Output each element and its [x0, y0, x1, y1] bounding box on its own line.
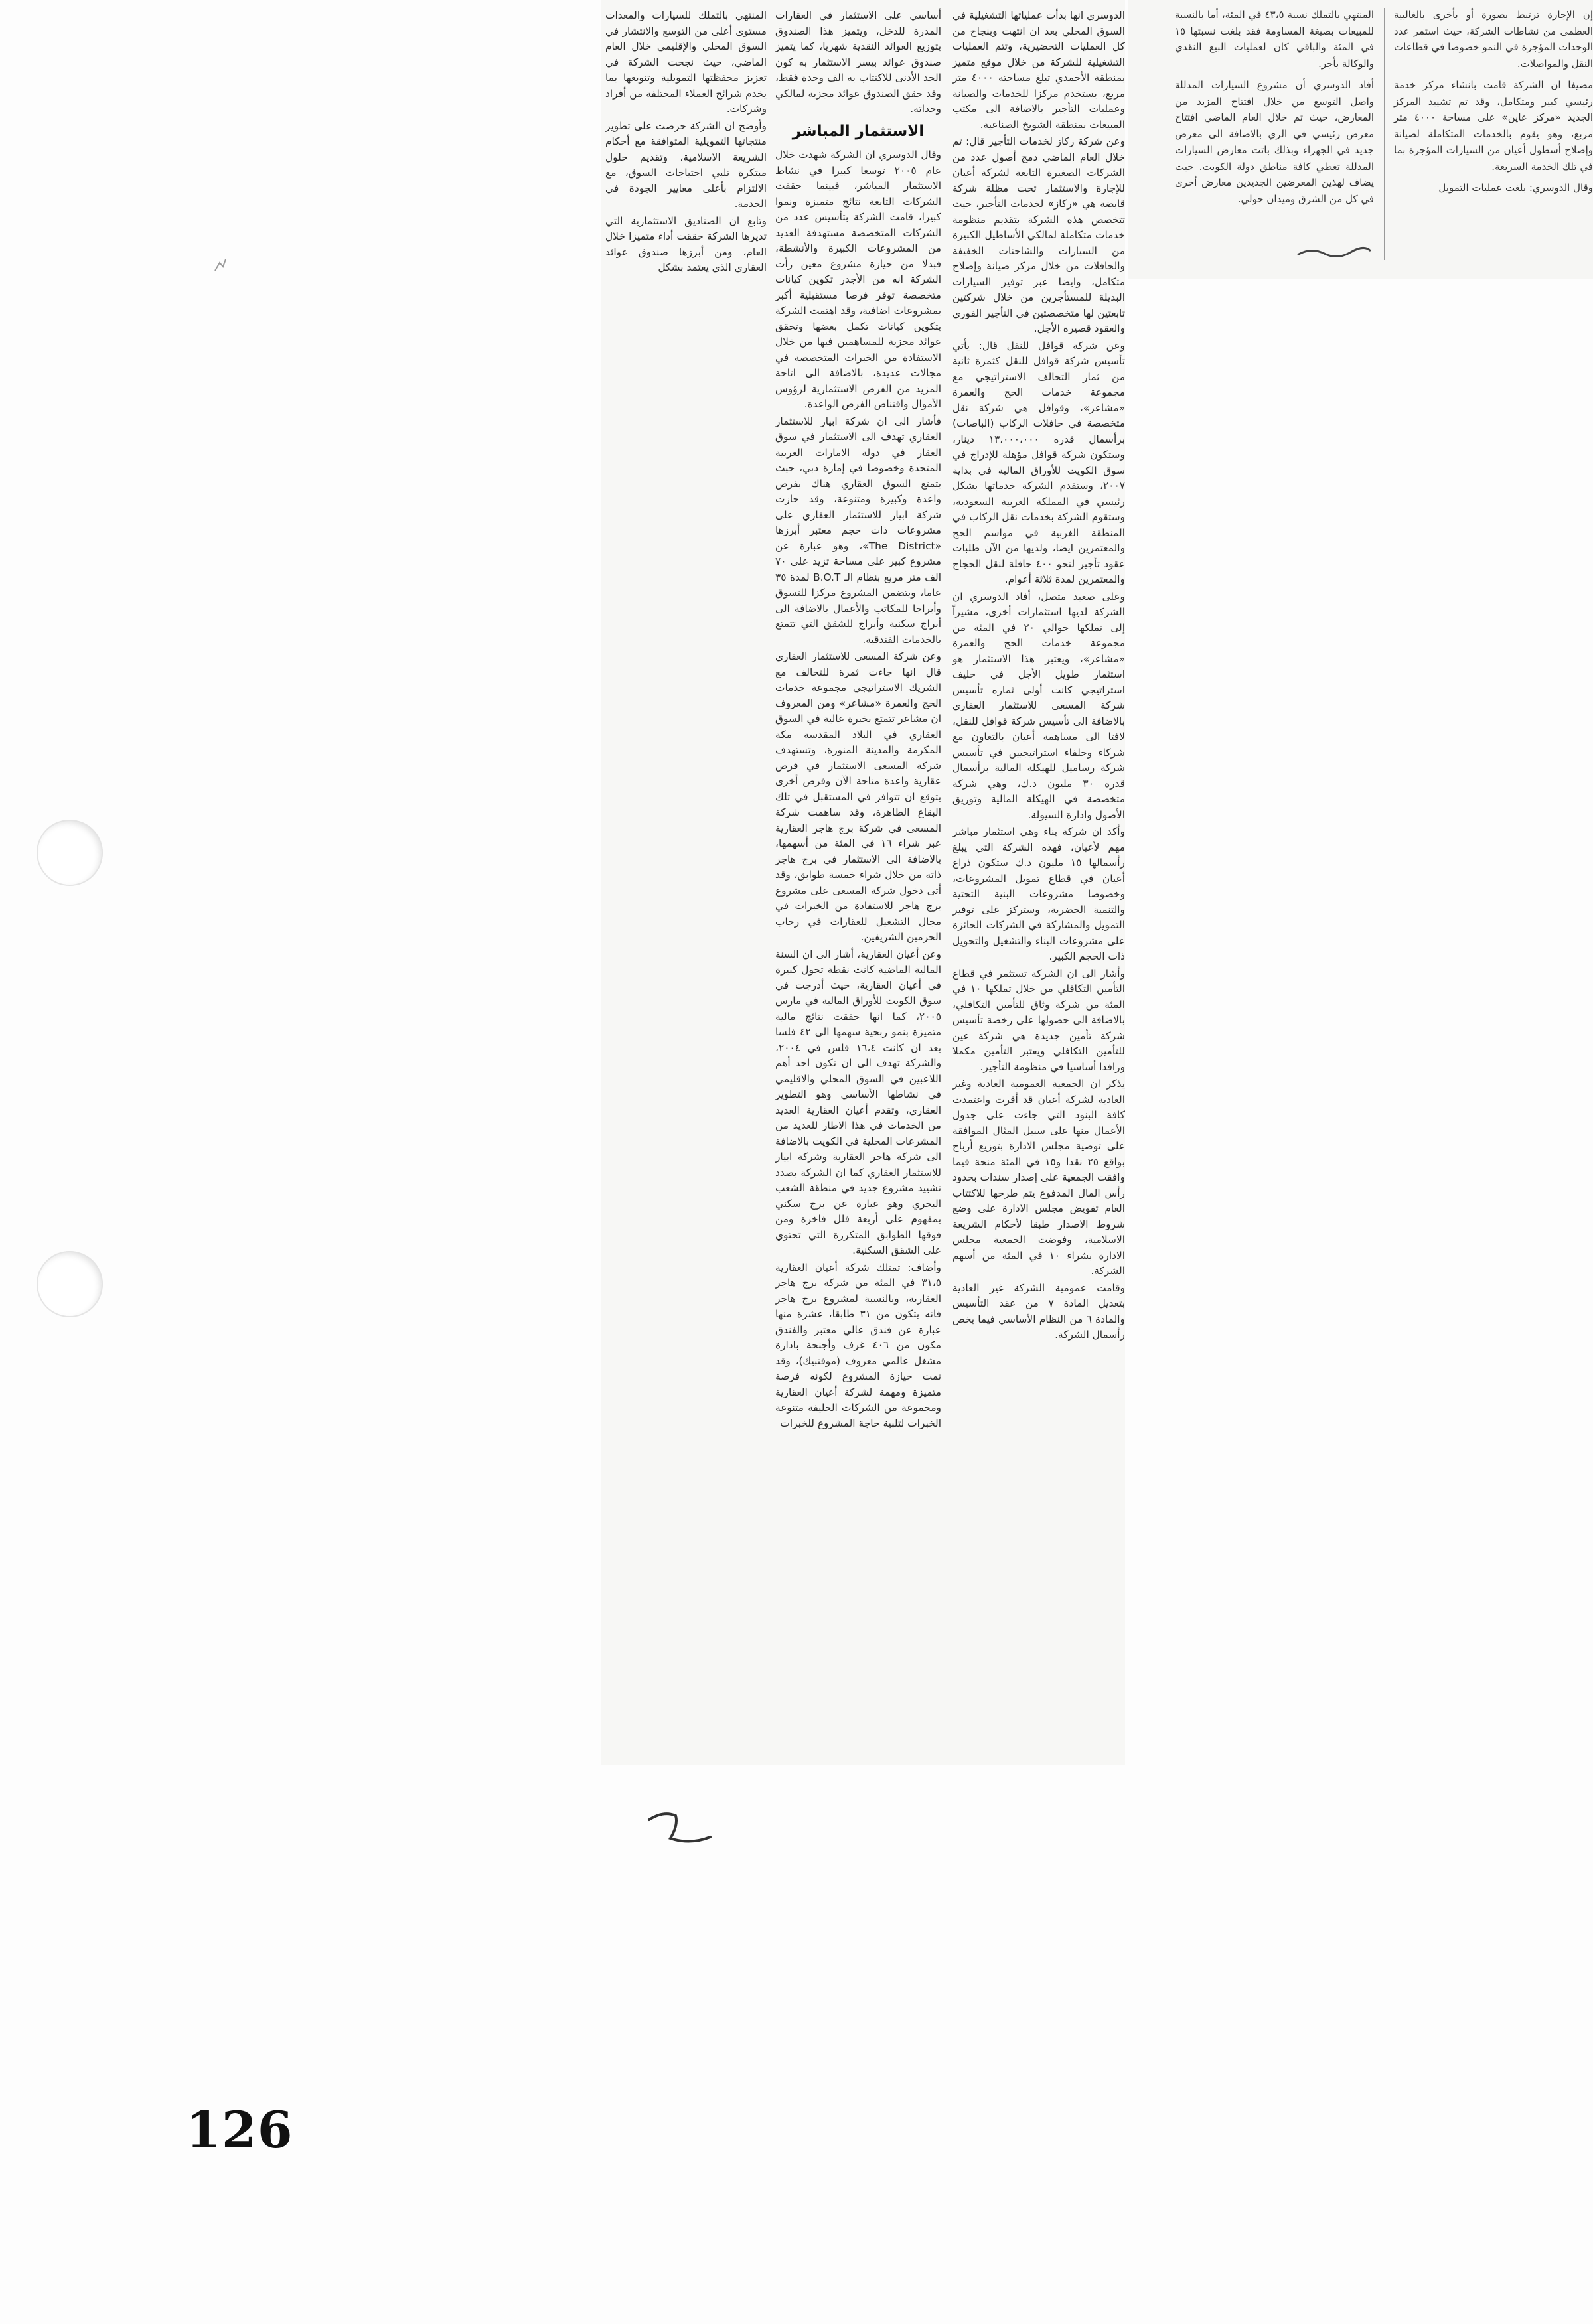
top-clipping-column-left: [1175, 7, 1374, 207]
handwritten-mark: [644, 1805, 717, 1852]
end-of-article-mark: [1294, 244, 1374, 261]
paragraph: أساسي على الاستثمار في العقارات المدرة للدخل، ويتميز هذا الصندوق بتوزيع العوائد النقدية شهريا، كما يتميز صندوق عوائد بيسر الاستثمار به كون الحد الأدنى للاكتتاب به الف وحدة فقط، وقد حقق الصندوق عوائد مجزية لمالكي وحداته.: [775, 9, 941, 115]
paragraph: المنتهي بالتملك للسيارات والمعدات مستوى أعلى من التوسع والانتشار في السوق المحلي والإقليمي خلال العام الماضي، حيث نجحت الشركة في تعزيز محفظتها التمويلية وتنويعها بما يخدم شرائح العملاء المختلفة من أفراد وشركات.: [605, 9, 767, 115]
paragraph: وأضاف: تمتلك شركة أعيان العقارية ٣١،٥ في المئة من شركة برج هاجر العقارية، وبالنسبة لمشروع برج هاجر فانه يتكون من ٣١ طابقا، عشرة منها عبارة عن فندق عالي معتبر والفندق مكون من ٤٠٦ غرف وأجنحة بادارة مشغل عالمي معروف (موفنبيك)، وقد تمت حيازة المشروع لكونه فرصة متميزة ومهمة لشركة أعيان العقارية ومجموعة من الشركات الحليفة متنوعة الخبرات لتلبية حاجة المشروع للخبرات: [775, 1261, 941, 1429]
article-column-1: [952, 8, 1125, 1344]
article-column-3: [605, 8, 767, 277]
binder-hole: [37, 1251, 103, 1317]
section-heading: الاستثمار المباشر: [792, 122, 925, 140]
column-rule: [1384, 8, 1385, 260]
paragraph: وأوضح ان الشركة حرصت على تطوير منتجاتها التمويلية المتوافقة مع أحكام الشريعة الاسلامية، وتقديم حلول مبتكرة تلبي احتياجات السوق، مع الالتزام بأعلى معايير الجودة في الخدمة.: [605, 119, 767, 210]
paragraph: المنتهي بالتملك نسبة ٤٣،٥ في المئة، أما بالنسبة للمبيعات بصيغة المساومة فقد بلغت نسبتها ١٥ في المئة والباقي كان لعمليات البيع النقدي والوكالة بأجر.: [1175, 9, 1374, 70]
paragraph: فأشار الى ان شركة ابيار للاستثمار العقاري تهدف الى الاستثمار في سوق العقار في دولة الامارات العربية المتحدة وخصوصا في إمارة دبي، حيث يتمتع السوق العقاري هناك بفرص واعدة وكبيرة ومتنوعة، وقد حازت شركة ابيار للاستثمار العقاري على مشروعات ذات حجم معتبر أبرزها «The District»، وهو عبارة عن مشروع كبير على مساحة تزيد على ٧٠ الف متر مربع بنظام الـ B.O.T لمدة ٣٥ عاما، ويتضمن المشروع مركزا للتسوق وأبراجا للمكاتب والأعمال بالاضافة الى أبراج سكنية وأبراج للشقق التي تتمتع بالخدمات الفندقية.: [775, 415, 941, 646]
binder-hole: [37, 820, 103, 886]
paragraph: مضيفا ان الشركة قامت بانشاء مركز خدمة رئيسي كبير ومتكامل، وقد تم تشييد المركز الجديد «مركز عاين» على مساحة ٤٠٠٠ متر مربع، وهو يقوم بالخدمات المتكاملة لصيانة وإصلاح أسطول أعيان من السيارات المؤجرة بما في تلك الخدمة السريعة.: [1394, 79, 1593, 173]
paragraph: وعن شركة ركاز لخدمات التأجير قال: تم خلال العام الماضي دمج أصول عدد من الشركات الصغيرة التابعة لشركة أعيان للإجارة والاستثمار تحت مظلة شركة قابضة هي «ركاز» لخدمات التأجير، حيث تتخصص هذه الشركة بتقديم منظومة خدمات متكاملة لمالكي الأساطيل الكبيرة من السيارات والشاحنات الخفيفة والحافلات من خلال مركز صيانة وإصلاح متكامل، وايضا عبر توفير السيارات البديلة للمستأجرين من خلال شركتين تابعتين لها متخصصتين في التأجير الفوري والعقود قصيرة الأجل.: [952, 135, 1125, 334]
paragraph: وأشار الى ان الشركة تستثمر في قطاع التأمين التكافلي من خلال تملكها ١٠ في المئة من شركة وثاق للتأمين التكافلي، بالاضافة الى حصولها على رخصة تأسيس شركة تأمين جديدة هي شركة عين للتأمين التكافلي ويعتبر التأمين مكملا ورافدا أساسيا في منظومة التأجير.: [952, 967, 1125, 1073]
top-news-clipping: [1128, 0, 1593, 279]
paragraph: يذكر ان الجمعية العمومية العادية وغير العادية لشركة أعيان قد أقرت واعتمدت كافة البنود التي جاءت على جدول الأعمال منها على سبيل المثال الموافقة على توصية مجلس الادارة بتوزيع أرباح بواقع ٢٥ نقدا و١٥ في المئة منحة فيما وافقت الجمعية على إصدار سندات بحدود رأس المال المدفوع يتم طرحها للاكتتاب العام تفويض مجلس الادارة على وضع شروط الاصدار طبقا لأحكام الشريعة الاسلامية، وفوضت الجمعية مجلس الادارة بشراء ١٠ في المئة من أسهم الشركة.: [952, 1078, 1125, 1277]
article-column-2: [775, 8, 941, 1433]
top-clipping-column-right: [1394, 7, 1593, 196]
paragraph: وقال الدوسري: بلغت عمليات التمويل: [1438, 182, 1593, 194]
paragraph: الدوسري انها بدأت عملياتها التشغيلية في السوق المحلي بعد ان انتهت وبنجاح من كل العمليات التحضيرية، وتتم العمليات التشغيلية للشركة من خلال موقع متميز بمنطقة الأحمدي تبلغ مساحته ٤٠٠٠ متر مربع، يستخدم مركزا للخدمات والصيانة وعمليات التأجير بالاضافة الى مكتب المبيعات بمنطقة الشويخ الصناعية.: [952, 9, 1125, 131]
dust-speck: [214, 257, 227, 273]
paragraph: وقال الدوسري ان الشركة شهدت خلال عام ٢٠٠٥ توسعا كبيرا في نشاط الاستثمار المباشر، فبينما حققت الشركات التابعة نتائج متميزة ونموا كبيرا، قامت الشركة بتأسيس عدد من الشركات المتخصصة مستهدفة العديد من المشروعات الكبيرة والأنشطة، فبدلا من حيازة مشروع معين رأت الشركة انه من الأجدر تكوين كيانات متخصصة توفر فرصا مستقبلية أكبر بمشروعات اضافية، وقد اهتمت الشركة بتكوين كيانات تكمل بعضها وتحقق عوائد مجزية للمساهمين فيها من خلال الاستفادة من الخبرات المتخصصة في مجالات عديدة، بالاضافة الى اتاحة المزيد من الفرص الاستثمارية لرؤوس الأموال واقتناص الفرص الواعدة.: [775, 149, 941, 410]
main-news-clipping: [601, 0, 1125, 1765]
paragraph: وأكد ان شركة بناء وهي استثمار مباشر مهم لأعيان، فهذه الشركة التي يبلغ رأسمالها ١٥ مليون د.ك ستكون ذراع أعيان في قطاع تمويل المشروعات، وخصوصا مشروعات البنية التحتية والتنمية الحضرية، وستركز على توفير التمويل والمشاركة في الشركات الحائزة على مشروعات البناء والتشغيل والتحويل ذات الحجم الكبير.: [952, 826, 1125, 962]
paragraph: وعن شركة قوافل للنقل قال: يأتي تأسيس شركة قوافل للنقل كثمرة ثانية من ثمار التحالف الاستراتيجي مع مجموعة خدمات الحج والعمرة «مشاعر»، وقوافل هي شركة نقل متخصصة في حافلات الركاب (الباصات) برأسمال قدره ١٣،٠٠٠،٠٠٠ دينار، وستكون شركة قوافل مؤهلة للإدراج في سوق الكويت للأوراق المالية في بداية ٢٠٠٧، وستقدم الشركة خدماتها بشكل رئيسي في المملكة العربية السعودية، وستقوم الشركة بخدمات نقل الركاب في المنطقة الغربية في مواسم الحج والمعتمرين ايضا، ولديها من الآن طلبات عقود تأجير لنحو ٤٠٠ حافلة لنقل الحجاج والمعتمرين لمدة ثلاثة أعوام.: [952, 339, 1125, 585]
paragraph: وعن أعيان العقارية، أشار الى ان السنة المالية الماضية كانت نقطة تحول كبيرة في أعيان العقارية، حيث أدرجت في سوق الكويت للأوراق المالية في مارس ٢٠٠٥، كما انها حققت نتائج مالية متميزة بنمو ربحية سهمها الى ٤٢ فلسا بعد ان كانت ١٦،٤ فلس في ٢٠٠٤، والشركة تهدف الى ان تكون احد أهم اللاعبين في السوق المحلي والاقليمي في نشاطها الأساسي وهو التطوير العقاري، وتقدم أعيان العقارية العديد من الخدمات في هذا الاطار للعديد من المشرعات المحلية في الكويت بالاضافة الى شركة هاجر العقارية وشركة ابيار للاستثمار العقاري كما ان الشركة بصدد تشييد مشروع جديد في منطقة الشعب البحري وهو عبارة عن برج سكني بمفهوم على أربعة فلل فاخرة ومن فوقها الطوابق المتكررة التي تحتوي على الشقق السكنية.: [775, 948, 942, 1256]
paragraph: وقامت عمومية الشركة غير العادية بتعديل المادة ٧ من عقد التأسيس والمادة ٦ من النظام الأساسي فيما يخص رأسمال الشركة.: [952, 1281, 1125, 1341]
paragraph: وتابع ان الصناديق الاستثمارية التي تديرها الشركة حققت أداء متميزا خلال العام، ومن أبرزها صندوق عوائد العقاري الذي يعتمد بشكل: [605, 214, 767, 273]
paragraph: وعن شركة المسعى للاستثمار العقاري قال انها جاءت ثمرة للتحالف مع الشريك الاستراتيجي مجموعة خدمات الحج والعمرة «مشاعر» ومن المعروف ان مشاعر تتمتع بخبرة عالية في السوق العقاري في البلاد المقدسة مكة المكرمة والمدينة المنورة، وتستهدف شركة المسعى الاستثمار في فرص عقارية واعدة متاحة الآن وفرص أخرى يتوقع ان تتوافر في المستقبل في تلك البقاع الطاهرة، وقد ساهمت شركة المسعى في شركة برج هاجر العقارية عبر شراء ١٦ في المئة من أسهمها، بالاضافة الى الاستثمار في برج هاجر ذاته من خلال شراء خمسة طوابق، وقد أتى دخول شركة المسعى على مشروع برج هاجر للاستفادة من الخبرات في مجال التشغيل للعقارات في رحاب الحرمين الشريفين.: [775, 650, 941, 943]
paragraph: وعلى صعيد متصل، أفاد الدوسري ان الشركة لديها استثمارات أخرى، مشيراً إلى تملكها حوالي ٢٠ في المئة من مجموعة خدمات الحج والعمرة «مشاعر»، ويعتبر هذا الاستثمار هو استثمار طويل الأجل في حليف استراتيجي كانت أولى ثماره تأسيس شركة المسعى للاستثمار العقاري بالاضافة الى تأسيس شركة قوافل للنقل، لافتا الى مساهمة أعيان بالتعاون مع شركاء وحلفاء استراتيجيين في تأسيس شركة رساميل للهيكلة المالية برأسمال قدره ٣٠ مليون د.ك، وهي شركة متخصصة في الهيكلة المالية وتوريق الأصول وادارة السيولة.: [952, 590, 1125, 821]
paragraph: إن الإجارة ترتبط بصورة أو بأخرى بالغالبية العظمى من نشاطات الشركة، حيث استمر عدد الوحدات المؤجرة في النمو خصوصا في قطاعات النقل والمواصلات.: [1394, 9, 1593, 70]
page-number: 126: [186, 2100, 293, 2159]
paragraph: أفاد الدوسري أن مشروع السيارات المدللة واصل التوسع من خلال افتتاح المزيد من المعارض، حيث تم خلال العام الماضي افتتاح معرض رئيسي في الري بالاضافة الى معرض جديد في الجهراء وبذلك باتت معارض السيارات المدللة تغطي كافة مناطق دولة الكويت. حيث يضاف لهذين المعرضين الجديدين معارض أخرى في كل من الشرق وميدان حولي.: [1175, 79, 1374, 205]
